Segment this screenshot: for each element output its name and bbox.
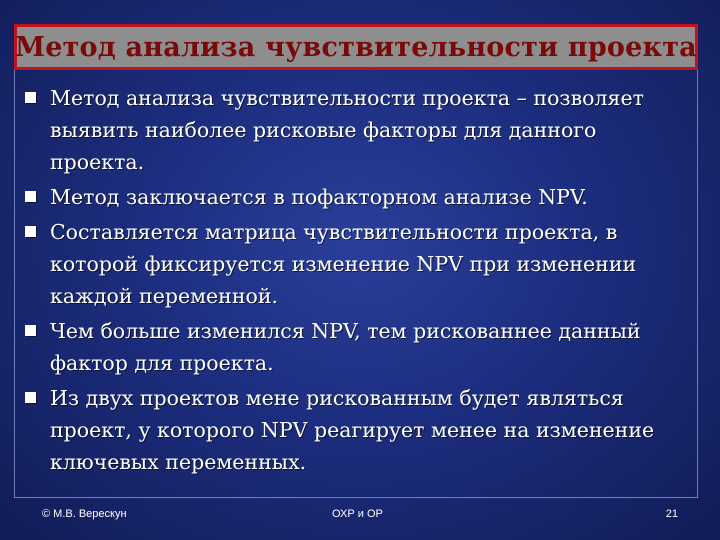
- square-bullet-icon: [25, 392, 36, 403]
- square-bullet-icon: [25, 226, 36, 237]
- slide-title: Метод анализа чувствительности проекта: [15, 31, 697, 63]
- square-bullet-icon: [25, 325, 36, 336]
- footer-page-number: 21: [665, 508, 678, 520]
- square-bullet-icon: [25, 92, 36, 103]
- bullet-text: Из двух проектов мене рискованным будет являться проект, у которого NPV реагирует менее на изменение ключевых переменных.: [50, 386, 655, 474]
- bullet-item: [20, 382, 688, 478]
- bullet-list: [20, 82, 688, 481]
- square-bullet-icon: [25, 191, 36, 202]
- footer-course: ОХР и ОР: [332, 508, 383, 520]
- bullet-text: Метод анализа чувствительности проекта – позволяет выявить наиболее рисковые факторы для данного проекта.: [50, 86, 644, 174]
- bullet-text: Составляется матрица чувствительности проекта, в которой фиксируется изменение NPV при изменении каждой переменной.: [50, 220, 637, 308]
- bullet-item: [20, 216, 688, 312]
- bullet-text: Метод заключается в пофакторном анализе NPV.: [50, 185, 588, 209]
- bullet-item: [20, 315, 688, 379]
- footer-author: © М.В. Верескун: [42, 508, 127, 520]
- bullet-item: [20, 181, 688, 213]
- bullet-text: Чем больше изменился NPV, тем рискованнее данный фактор для проекта.: [50, 319, 641, 375]
- bullet-item: [20, 82, 688, 178]
- slide-title-bar: [14, 24, 698, 70]
- slide-footer: [14, 508, 698, 528]
